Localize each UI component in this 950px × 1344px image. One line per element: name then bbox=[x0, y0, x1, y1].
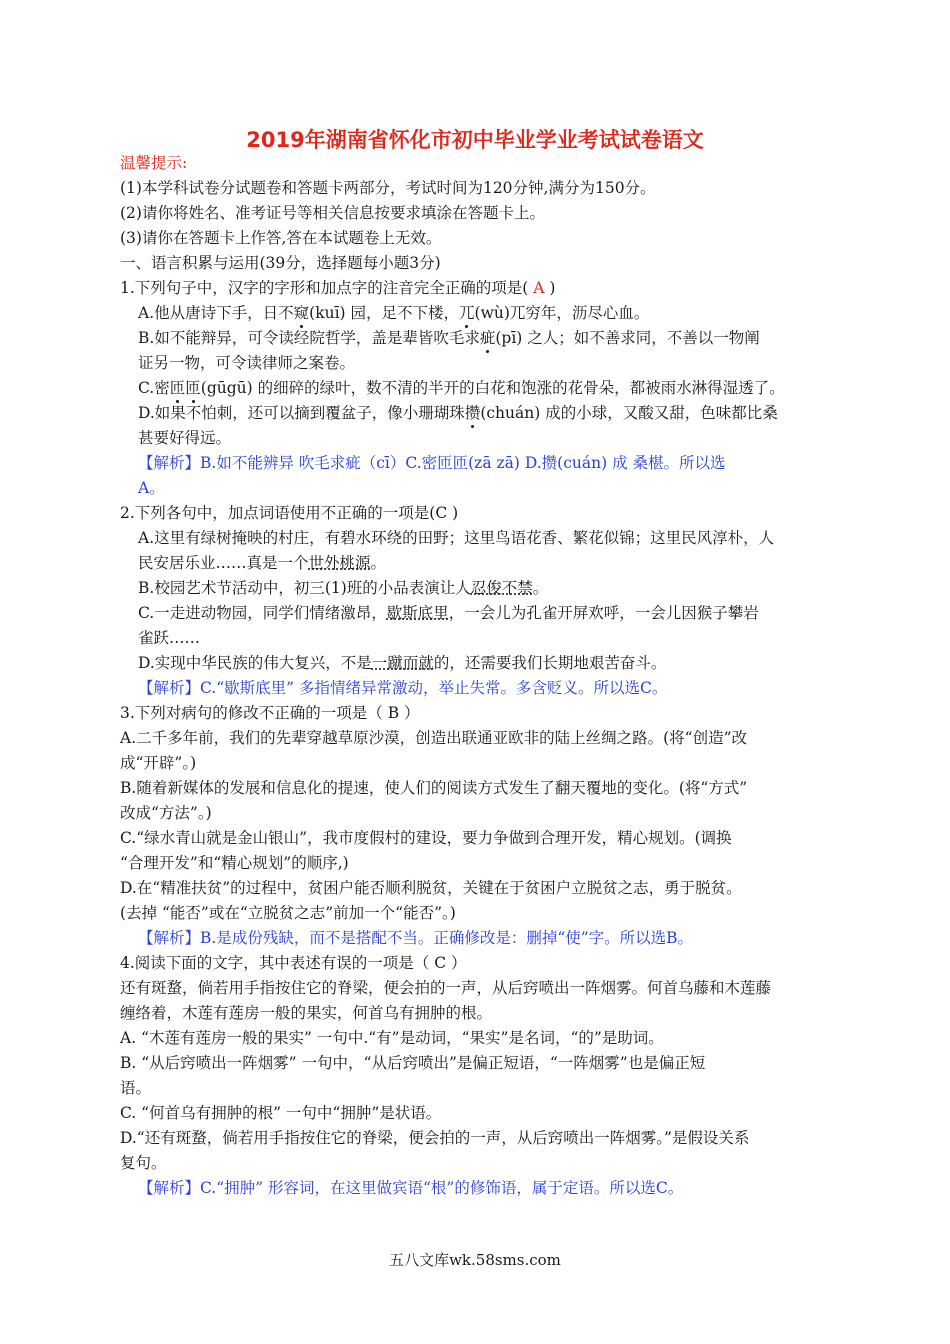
option-d-cont: 甚要好得远。 bbox=[138, 429, 232, 447]
option-text: (pī) 之人；如不善求同，不善以一物阐 bbox=[495, 329, 760, 347]
question-3-stem: 3.下列对病句的修改不正确的一项是（ B ） bbox=[120, 704, 420, 722]
dotted-char: 窥 bbox=[293, 304, 310, 322]
option-c-cont: “合理开发”和“精心规划”的顺序,) bbox=[120, 854, 349, 872]
dotted-phrase: 一蹴而就 bbox=[371, 654, 434, 672]
option-b-cont: 语。 bbox=[120, 1079, 152, 1097]
option-text: B.如不能辩异，可令读经院哲学，盖是辈皆吹毛求 bbox=[138, 329, 480, 347]
option-b bbox=[138, 328, 760, 348]
option-a bbox=[138, 303, 649, 323]
option-a: A. “木莲有莲房一般的果实” 一句中.“有”是动词，“果实”是名词，“的”是助词。 bbox=[120, 1029, 664, 1047]
question-2-stem: 2.下列各句中，加点词语使用不正确的一项是(C ) bbox=[120, 504, 459, 522]
dotted-char: 匝 bbox=[169, 379, 186, 397]
option-a-cont bbox=[138, 553, 386, 573]
option-text: B.校园艺术节活动中，初三(1)班的小品表演让人 bbox=[138, 579, 471, 597]
option-d-cont: (去掉 “能否”或在“立脱贫之志”前加一个“能否”。) bbox=[120, 904, 456, 922]
analysis-2: 【解析】C.“歇斯底里” 多指情绪异常激动，举止失常。多含贬义。所以选C。 bbox=[138, 679, 668, 697]
option-text: C.密 bbox=[138, 379, 170, 397]
closing-paren: ) bbox=[549, 279, 556, 297]
tip-item: (3)请你在答题卡上作答,答在本试题卷上无效。 bbox=[120, 229, 442, 247]
section-heading: 一、语言积累与运用(39分，选择题每小题3分) bbox=[120, 254, 441, 272]
option-d-cont: 复句。 bbox=[120, 1154, 167, 1172]
dotted-phrase: 歇斯底里 bbox=[386, 604, 449, 622]
dotted-char: 匝 bbox=[185, 379, 201, 397]
analysis-1: 【解析】B.如不能辨异 吹毛求疵（cī）C.密匝匝(zā zā) D.攒(cuán) 成 桑椹。所以选 bbox=[138, 454, 726, 472]
option-d bbox=[138, 653, 666, 673]
option-text: 民安居乐业……真是一个 bbox=[138, 554, 309, 572]
dotted-char: 攒 bbox=[464, 404, 481, 422]
option-c bbox=[138, 603, 759, 623]
passage-line: 还有斑蝥，倘若用手指按住它的脊梁，便会拍的一声，从后窍喷出一阵烟雾。何首乌藤和木莲藤 bbox=[120, 979, 772, 997]
page-title: 2019年湖南省怀化市初中毕业学业考试试卷语文 bbox=[246, 128, 704, 152]
dotted-char: 兀 bbox=[459, 304, 475, 322]
dotted-phrase: 忍俊不禁 bbox=[470, 579, 533, 597]
option-text: C.一走进动物园，同学们情绪激昂， bbox=[138, 604, 387, 622]
option-text: 。 bbox=[370, 554, 387, 572]
question-1-stem bbox=[120, 278, 555, 298]
question-4-stem: 4.阅读下面的文字，其中表述有误的一项是（ C ） bbox=[120, 954, 467, 972]
passage-line: 缠络着，木莲有莲房一般的果实，何首乌有拥肿的根。 bbox=[120, 1004, 493, 1022]
option-text: (gūgū) 的细碎的绿叶，数不清的半开的白花和饱涨的花骨朵，都被雨水淋得湿透了。 bbox=[200, 379, 785, 397]
option-a: A.二千多年前，我们的先辈穿越草原沙漠，创造出联通亚欧非的陆上丝绸之路。(将“创造”改 bbox=[120, 729, 748, 747]
dotted-phrase: 世外桃源 bbox=[308, 554, 371, 572]
tips-heading: 温馨提示: bbox=[120, 154, 188, 172]
dotted-char: 疵 bbox=[479, 329, 496, 347]
option-text: 的，还需要我们长期地艰苦奋斗。 bbox=[433, 654, 667, 672]
option-text: A.他从唐诗下手，日不 bbox=[138, 304, 294, 322]
analysis-4: 【解析】C.“拥肿” 形容词，在这里做宾语“根”的修饰语，属于定语。所以选C。 bbox=[138, 1179, 684, 1197]
option-c: C.“绿水青山就是金山银山”，我市度假村的建设，要力争做到合理开发，精心规划。(调换 bbox=[120, 829, 732, 847]
option-text: (wù)兀穷年，沥尽心血。 bbox=[474, 304, 650, 322]
tip-item: (1)本学科试卷分试题卷和答题卡两部分，考试时间为120分钟,满分为150分。 bbox=[120, 179, 656, 197]
option-d: D.在“精准扶贫”的过程中，贫困户能否顺利脱贫，关键在于贫困户立脱贫之志，勇于脱贫。 bbox=[120, 879, 742, 897]
option-a: A.这里有绿树掩映的村庄，有碧水环绕的田野；这里鸟语花香、繁花似锦；这里民风淳朴，人 bbox=[138, 529, 775, 547]
option-b-cont: 证另一物，可令读律师之案卷。 bbox=[138, 354, 356, 372]
option-text: (kuī) 园，足不下楼， bbox=[309, 304, 459, 322]
option-b: B. “从后窍喷出一阵烟雾” 一句中，“从后窍喷出”是偏正短语，“一阵烟雾”也是偏正短 bbox=[120, 1054, 706, 1072]
answer-letter: A bbox=[528, 279, 550, 297]
option-c bbox=[138, 378, 785, 398]
option-d bbox=[138, 403, 778, 423]
tip-item: (2)请你将姓名、准考证号等相关信息按要求填涂在答题卡上。 bbox=[120, 204, 545, 222]
option-a-cont: 成“开辟”。) bbox=[120, 754, 197, 772]
option-text: ，一会儿为孔雀开屏欢呼，一会儿因猴子攀岩 bbox=[448, 604, 759, 622]
option-text: (chuán) 成的小球，又酸又甜，色味都比桑 bbox=[480, 404, 778, 422]
option-c-cont: 雀跃…… bbox=[138, 629, 201, 647]
option-b bbox=[138, 578, 548, 598]
footer-watermark: 五八文库wk.58sms.com bbox=[389, 1251, 561, 1269]
question-stem-text: 1.下列句子中，汉字的字形和加点字的注音完全正确的项是( bbox=[120, 279, 529, 297]
option-c: C. “何首乌有拥肿的根” 一句中“拥肿”是状语。 bbox=[120, 1104, 442, 1122]
option-text: D.如果不怕刺，还可以摘到覆盆子，像小珊瑚珠 bbox=[138, 404, 465, 422]
option-b-cont: 改成“方法”。) bbox=[120, 804, 212, 822]
analysis-1-cont: A。 bbox=[138, 479, 165, 497]
analysis-3: 【解析】B.是成份残缺，而不是搭配不当。正确修改是：删掉“使”字。所以选B。 bbox=[138, 929, 694, 947]
option-text: D.实现中华民族的伟大复兴，不是 bbox=[138, 654, 372, 672]
option-text: 。 bbox=[532, 579, 549, 597]
option-b: B.随着新媒体的发展和信息化的提速，使人们的阅读方式发生了翻天覆地的变化。(将“方式” bbox=[120, 779, 748, 797]
option-d: D.“还有斑蝥，倘若用手指按住它的脊梁，便会拍的一声，从后窍喷出一阵烟雾。”是假设关系 bbox=[120, 1129, 750, 1147]
